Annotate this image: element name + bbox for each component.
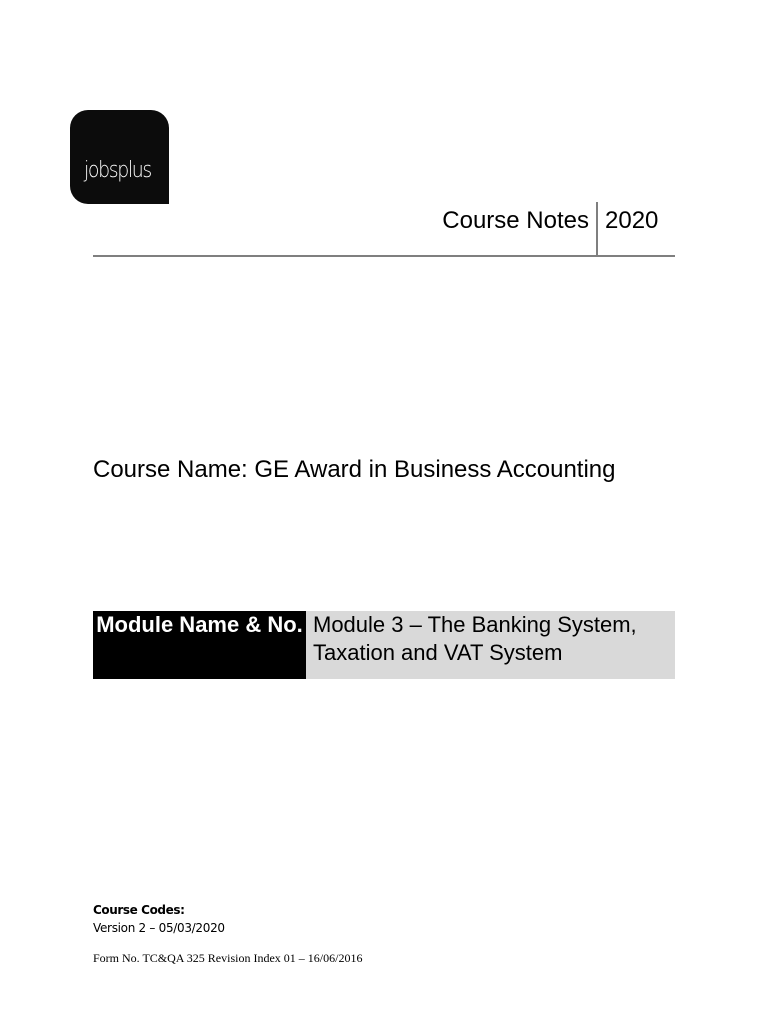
version-line: Version 2 – 05/03/2020 [93,921,225,935]
course-codes-label: Course Codes: [93,903,185,917]
document-title: Course Notes [442,207,589,234]
module-value: Module 3 – The Banking System, Taxation and VAT System [306,611,675,679]
document-header [93,202,675,257]
document-year: 2020 [605,207,659,234]
course-name: Course Name: GE Award in Business Accounting [93,456,616,483]
jobsplus-logo [70,110,169,204]
module-table [93,611,675,679]
header-divider [596,202,598,255]
logo-text: jobsplus [84,158,151,183]
module-label: Module Name & No. [93,611,306,679]
form-number: Form No. TC&QA 325 Revision Index 01 – 16/06/2016 [93,951,363,965]
